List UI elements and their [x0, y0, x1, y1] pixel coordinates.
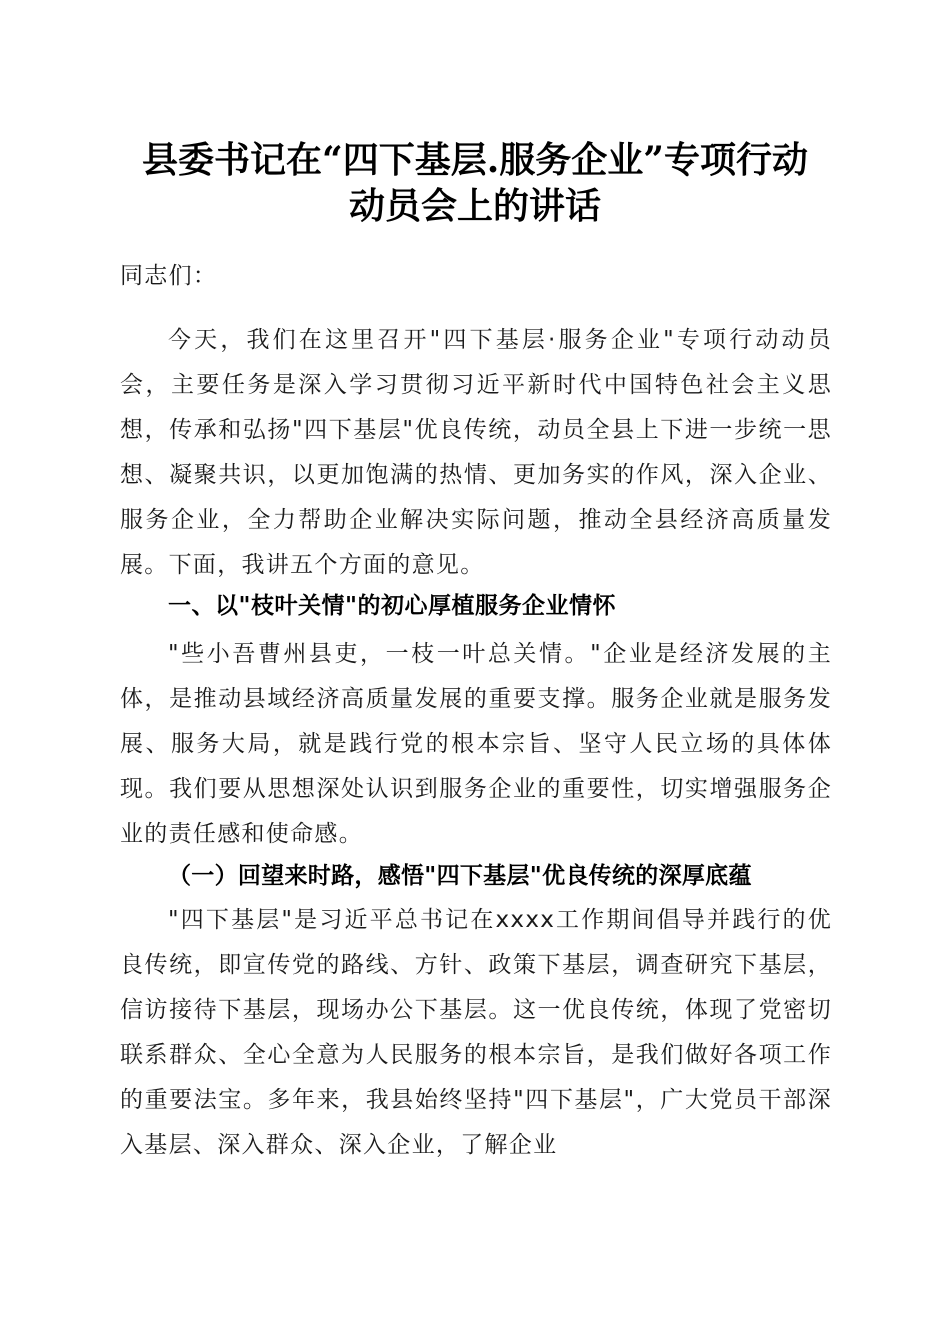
document-title-line-1: 县委书记在“四下基层.服务企业”专项行动 — [142, 139, 808, 181]
paragraph-intro: 今天，我们在这里召开"四下基层·服务企业"专项行动动员会，主要任务是深入学习贯彻习近平新时代中国特色社会主义思想，传承和弘扬"四下基层"优良传统，动员全县上下进一步统一思想、凝聚共识，以更加饱满的热情、更加务实的作风，深入企业、服务企业，全力帮助企业解决实际问题，推动全县经济高质量发展。下面，我讲五个方面的意见。 — [120, 327, 832, 578]
paragraph-section-1: "些小吾曹州县吏，一枝一叶总关情。"企业是经济发展的主体，是推动县域经济高质量发展的重要支撑。服务企业就是服务发展、服务大局，就是践行党的根本宗旨、坚守人民立场的具体体现。我们要从思想深处认识到服务企业的重要性，切实增强服务企业的责任感和使命感。 — [120, 641, 832, 847]
document-title-line-2: 动员会上的讲话 — [348, 185, 601, 227]
section-heading-1: 一、以"枝叶关情"的初心厚植服务企业情怀 — [168, 593, 616, 619]
paragraph-subsection-1: "四下基层"是习近平总书记在xxxx工作期间倡导并践行的优良传统，即宣传党的路线、方针、政策下基层，调查研究下基层，信访接待下基层，现场办公下基层。这一优良传统，体现了党密切联系群众、全心全意为人民服务的根本宗旨，是我们做好各项工作的重要法宝。多年来，我县始终坚持"四下基层"，广大党员干部深入基层、深入群众、深入企业，了解企业 — [120, 907, 832, 1158]
subsection-heading-1: （一）回望来时路，感悟"四下基层"优良传统的深厚底蕴 — [168, 863, 752, 889]
salutation: 同志们： — [120, 263, 218, 289]
